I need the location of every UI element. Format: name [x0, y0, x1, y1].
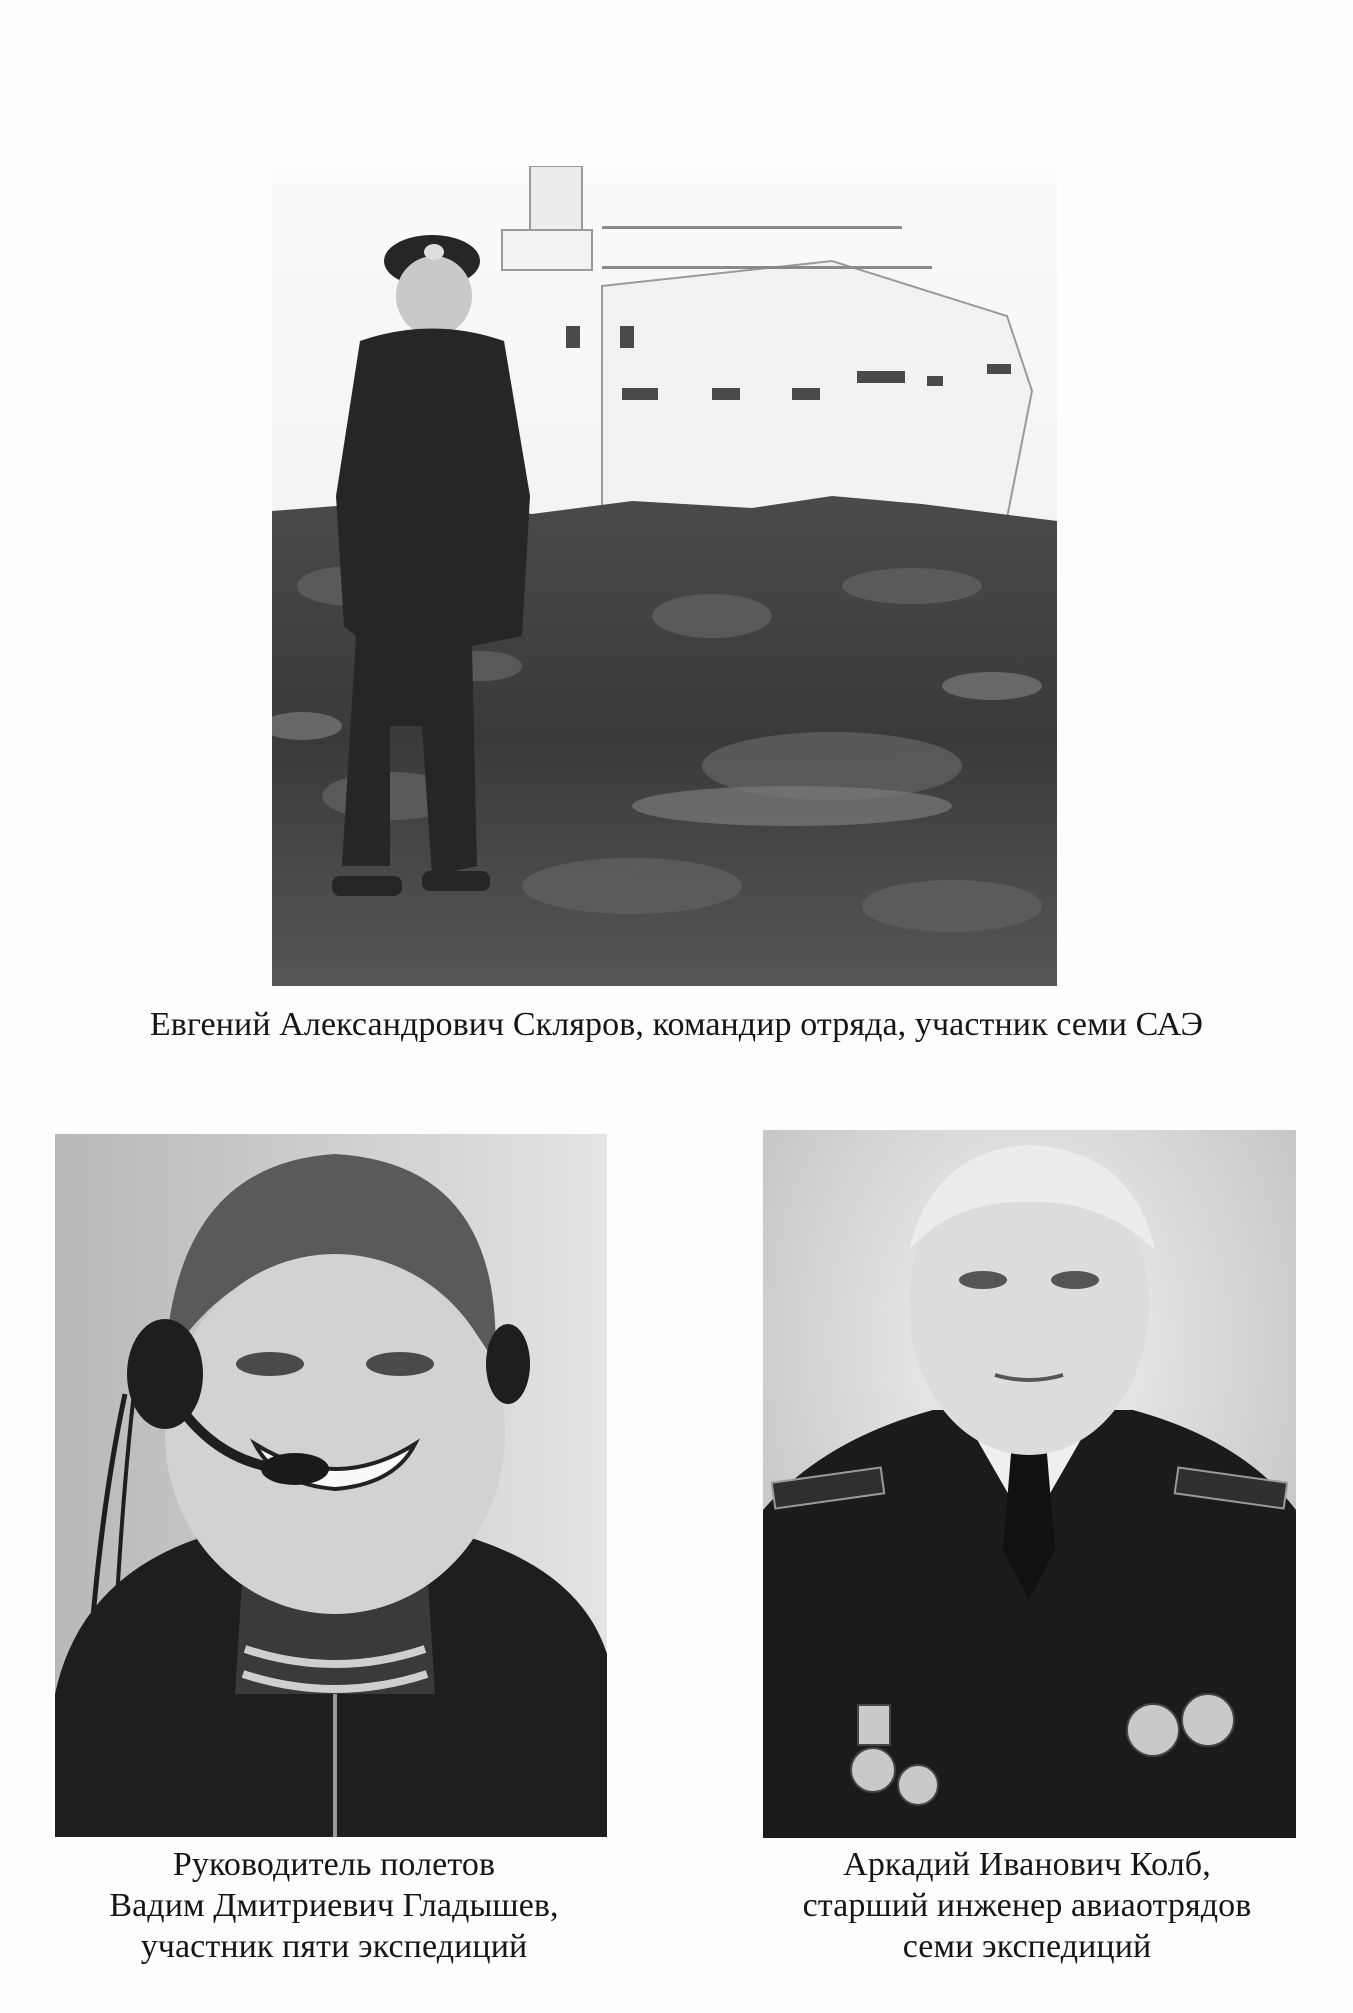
caption-gladyshev-line-2: Вадим Дмитриевич Гладышев,	[109, 1887, 559, 1924]
caption-gladyshev-line-1: Руководитель полетов	[172, 1846, 496, 1883]
photo-kolb-image	[763, 1130, 1296, 1838]
caption-kolb-line-3: семи экспедиций	[902, 1928, 1152, 1965]
photo-gladyshev-image	[55, 1134, 607, 1837]
caption-skliarov	[22, 1004, 1331, 1045]
photo-skliarov-with-ship	[272, 166, 1057, 986]
photo-skliarov-image	[272, 166, 1057, 986]
caption-gladyshev	[32, 1844, 636, 1967]
caption-kolb-line-1: Аркадий Иванович Колб,	[843, 1846, 1211, 1883]
photo-kolb-portrait	[763, 1130, 1296, 1838]
caption-kolb	[735, 1844, 1319, 1967]
photo-gladyshev-portrait	[55, 1134, 607, 1837]
caption-skliarov-line-1: Евгений Александрович Скляров, командир отряда, участник семи САЭ	[149, 1006, 1204, 1043]
caption-gladyshev-line-3: участник пяти экспедиций	[140, 1928, 528, 1965]
caption-kolb-line-2: старший инженер авиаотрядов	[802, 1887, 1252, 1924]
